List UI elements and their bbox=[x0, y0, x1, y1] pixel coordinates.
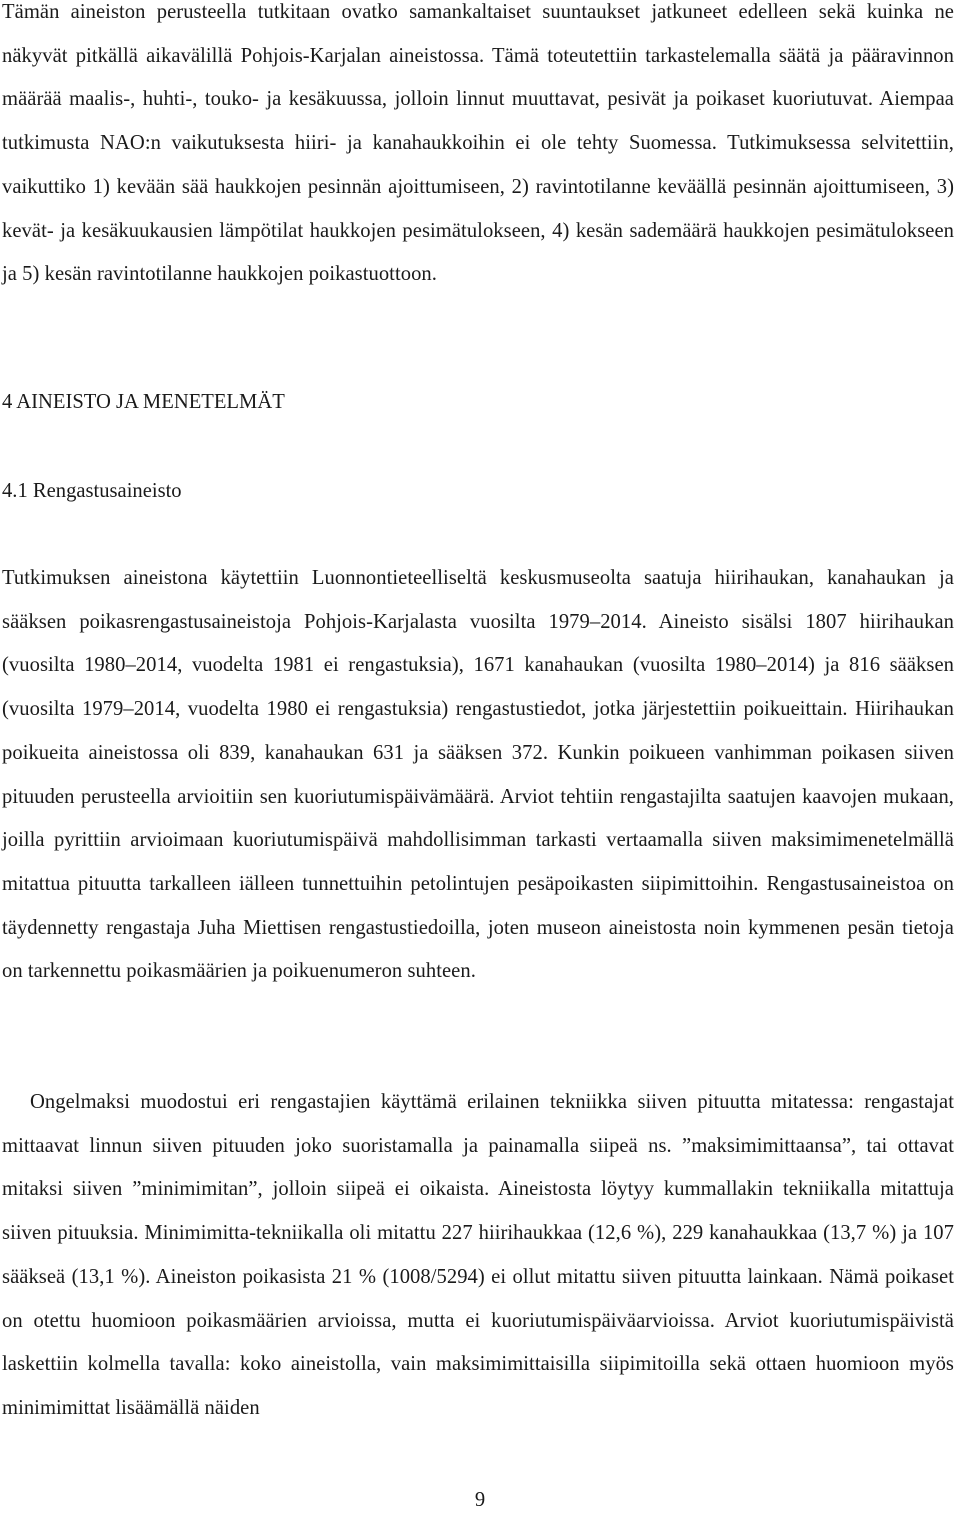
intro-paragraph: Tämän aineiston perusteella tutkitaan ovatko samankaltaiset suuntaukset jatkuneet edelleen sekä kuinka ne näkyvät pitkällä aikavälillä Pohjois-Karjalan aineistossa. Tämä toteutettiin tarkastelemalla säätä ja pääravinnon määrää maalis-, huhti-, touko- ja kesäkuussa, jolloin linnut muuttavat, pesivät ja poikaset kuoriutuvat. Aiempaa tutkimusta NAO:n vaikutuksesta hiiri- ja kanahaukkoihin ei ole tehty Suomessa. Tutkimuksessa selvitettiin, vaikuttiko 1) kevään sää haukkojen pesinnän ajoittumiseen, 2) ravintotilanne keväällä pesinnän ajoittumiseen, 3) kevät- ja kesäkuukausien lämpötilat haukkojen pesimätulokseen, 4) kesän sademäärä haukkojen pesimätulokseen ja 5) kesän ravintotilanne haukkojen poikastuottoon. bbox=[2, 1, 954, 286]
measurement-problem-paragraph: Ongelmaksi muodostui eri rengastajien käyttämä erilainen tekniikka siiven pituutta mitatessa: rengastajat mittaavat linnun siiven pituuden joko suoristamalla ja painamalla siipeä ns. ”maksimimittaansa”, tai ottavat mitaksi siiven ”minimimitan”, jolloin siipeä ei oikaista. Aineistosta löytyy kummallakin tekniikalla mitattuja siiven pituuksia. Minimimitta-tekniikalla oli mitattu 227 hiirihaukkaa (12,6 %), 229 kanahaukkaa (13,7 %) ja 107 sääkseä (13,1 %). Aineiston poikasista 21 % (1008/5294) ei ollut mitattu siiven pituutta lainkaan. Nämä poikaset on otettu huomioon poikasmäärien arvioissa, mutta ei kuoriutumispäiväarvioissa. Arviot kuoriutumispäivistä laskettiin kolmella tavalla: koko aineistolla, vain maksimimittaisilla siipimitoilla sekä ottaen huomioon myös minimimittat lisäämällä näiden bbox=[2, 1091, 954, 1419]
ring-data-paragraph: Tutkimuksen aineistona käytettiin Luonnontieteelliseltä keskusmuseolta saatuja hiirihaukan, kanahaukan ja sääksen poikasrengastusaineistoja Pohjois-Karjalasta vuosilta 1979–2014. Aineisto sisälsi 1807 hiirihaukan (vuosilta 1980–2014, vuodelta 1981 ei rengastuksia), 1671 kanahaukan (vuosilta 1980–2014) ja 816 sääksen (vuosilta 1979–2014, vuodelta 1980 ei rengastuksia) rengastustiedot, jotka järjestettiin poikueittain. Hiirihaukan poikueita aineistossa oli 839, kanahaukan 631 ja sääksen 372. Kunkin poikueen vanhimman poikasen siiven pituuden perusteella arvioitiin sen kuoriutumispäivämäärä. Arviot tehtiin rengastajilta saatujen kaavojen mukaan, joilla pyrittiin arvioimaan kuoriutumispäivä mahdollisimman tarkasti vertaamalla siiven maksimimenetelmällä mitattua pituutta tarkalleen iälleen tunnettuihin petolintujen pesäpoikasten siipimittoihin. Rengastusaineistoa on täydennetty rengastaja Juha Miettisen rengastustiedoilla, joten museon aineistosta noin kymmenen pesän tietoja on tarkennettu poikasmäärien ja poikuenumeron suhteen. bbox=[2, 567, 954, 983]
page-number: 9 bbox=[474, 1489, 486, 1511]
section-heading: 4.1 Rengastusaineisto bbox=[2, 480, 182, 502]
chapter-heading: 4 AINEISTO JA MENETELMÄT bbox=[2, 391, 285, 413]
